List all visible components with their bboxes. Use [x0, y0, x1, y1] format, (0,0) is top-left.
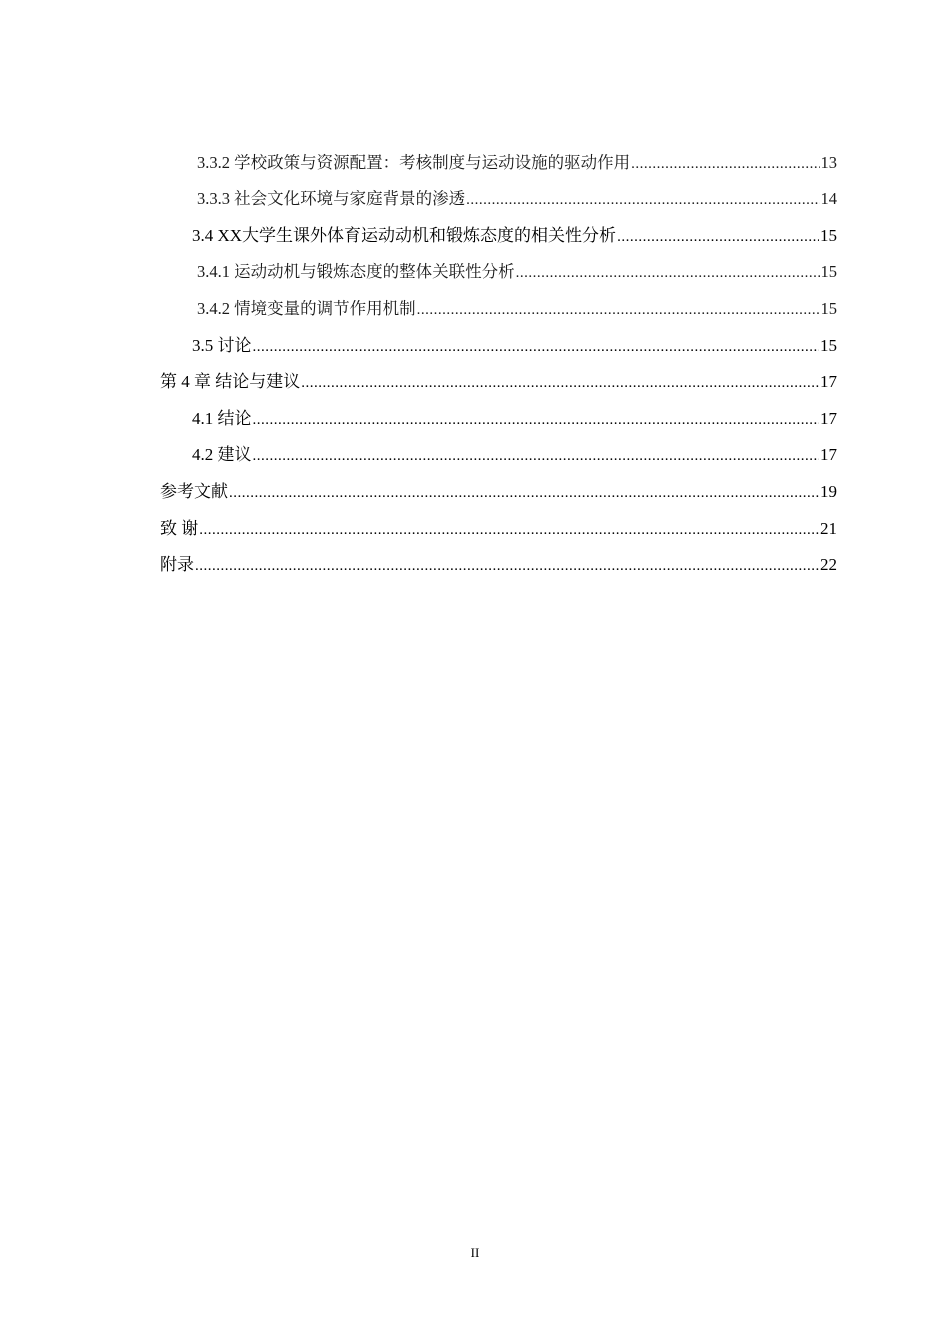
toc-entry-3-4-2[interactable] [160, 283, 837, 320]
toc-entry-page: 17 [820, 408, 837, 428]
toc-leader-dots [199, 520, 819, 540]
toc-entry-title: 3.4.2 情境变量的调节作用机制 [197, 298, 416, 318]
toc-entry-page: 19 [820, 481, 837, 501]
toc-entry-3-3-2[interactable] [160, 137, 837, 174]
toc-entry-page: 21 [820, 518, 837, 538]
toc-entry-page: 15 [820, 225, 837, 245]
toc-entry-title: 3.5 讨论 [192, 335, 252, 355]
toc-entry-3-5[interactable] [160, 320, 837, 357]
toc-entry-4-1[interactable] [160, 393, 837, 430]
toc-entry-3-4-1[interactable] [160, 247, 837, 284]
toc-entry-title: 3.3.3 社会文化环境与家庭背景的渗透 [197, 189, 466, 209]
toc-entry-references[interactable] [160, 466, 837, 503]
toc-entry-chapter-4[interactable] [160, 357, 837, 394]
toc-entry-page: 15 [820, 335, 837, 355]
table-of-contents [160, 137, 837, 576]
toc-entry-title: 3.4.1 运动动机与锻炼态度的整体关联性分析 [197, 262, 515, 282]
toc-leader-dots [253, 337, 820, 357]
toc-entry-title: 3.4 XX大学生课外体育运动动机和锻炼态度的相关性分析 [192, 225, 617, 245]
toc-leader-dots [229, 483, 819, 503]
footer-page-number: II [470, 1245, 480, 1260]
toc-entry-page: 15 [820, 262, 837, 282]
toc-entry-3-3-3[interactable] [160, 174, 837, 211]
toc-entry-appendix[interactable] [160, 540, 837, 577]
toc-entry-title: 3.3.2 学校政策与资源配置：考核制度与运动设施的驱动作用 [197, 152, 631, 172]
toc-leader-dots [417, 300, 820, 320]
toc-leader-dots [466, 190, 819, 210]
toc-entry-acknowledgements[interactable] [160, 503, 837, 540]
toc-entry-page: 14 [820, 189, 837, 209]
toc-entry-title: 致 谢 [160, 518, 199, 538]
toc-leader-dots [253, 446, 820, 466]
toc-entry-3-4[interactable] [160, 210, 837, 247]
toc-entry-title: 第 4 章 结论与建议 [160, 372, 301, 392]
toc-leader-dots [617, 227, 819, 247]
toc-entry-title: 附录 [160, 555, 194, 575]
toc-entry-page: 22 [820, 555, 837, 575]
toc-entry-page: 13 [820, 152, 837, 172]
toc-entry-page: 17 [820, 445, 837, 465]
toc-leader-dots [631, 154, 819, 174]
toc-entry-title: 4.2 建议 [192, 445, 252, 465]
toc-entry-title: 4.1 结论 [192, 408, 252, 428]
toc-leader-dots [301, 373, 819, 393]
toc-entry-title: 参考文献 [160, 481, 228, 501]
toc-leader-dots [516, 263, 820, 283]
toc-leader-dots [253, 410, 820, 430]
toc-entry-4-2[interactable] [160, 430, 837, 467]
toc-leader-dots [195, 556, 819, 576]
toc-entry-page: 15 [820, 298, 837, 318]
toc-entry-page: 17 [820, 372, 837, 392]
